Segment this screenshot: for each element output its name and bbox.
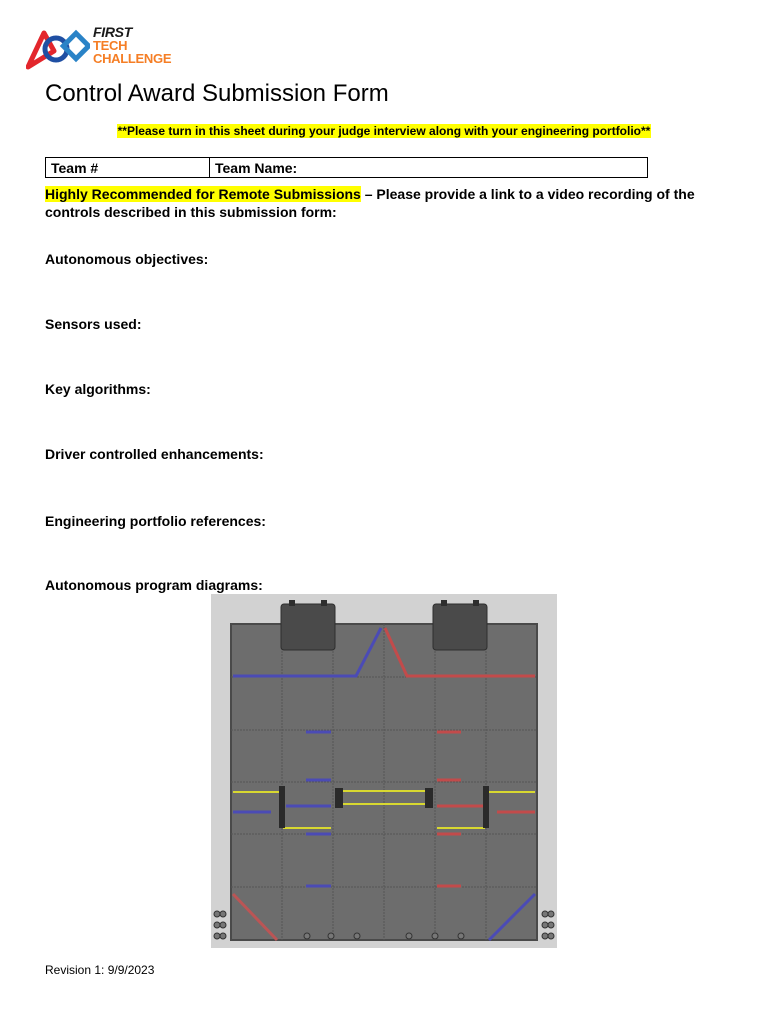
sensors-used-label: Sensors used: [45, 316, 142, 332]
program-diagrams-label: Autonomous program diagrams: [45, 577, 263, 593]
page-title: Control Award Submission Form [45, 80, 389, 107]
team-info-table [45, 157, 648, 178]
first-tech-challenge-logo [26, 25, 186, 73]
logo-challenge-text: CHALLENGE [93, 51, 172, 66]
field-diagram [211, 594, 557, 948]
logo-mark-icon [26, 29, 90, 71]
team-name-cell[interactable]: Team Name: [210, 158, 648, 178]
driver-controlled-label: Driver controlled enhancements: [45, 446, 264, 462]
interview-notice [0, 124, 768, 138]
logo-tech-text: TECH [93, 38, 128, 53]
revision-footer: Revision 1: 9/9/2023 [45, 963, 155, 977]
autonomous-objectives-label: Autonomous objectives: [45, 251, 209, 267]
team-number-cell[interactable]: Team # [46, 158, 210, 178]
remote-highlight: Highly Recommended for Remote Submissions [45, 186, 361, 202]
interview-notice-text: **Please turn in this sheet during your judge interview along with your engineering portfolio** [117, 124, 651, 138]
key-algorithms-label: Key algorithms: [45, 381, 151, 397]
remote-instructions: – Please provide a link to a video recording of the controls described in this submission form: [45, 186, 695, 220]
portfolio-references-label: Engineering portfolio references: [45, 513, 266, 529]
logo-first-text: FIRST [93, 24, 132, 40]
remote-submission-note [45, 185, 705, 221]
